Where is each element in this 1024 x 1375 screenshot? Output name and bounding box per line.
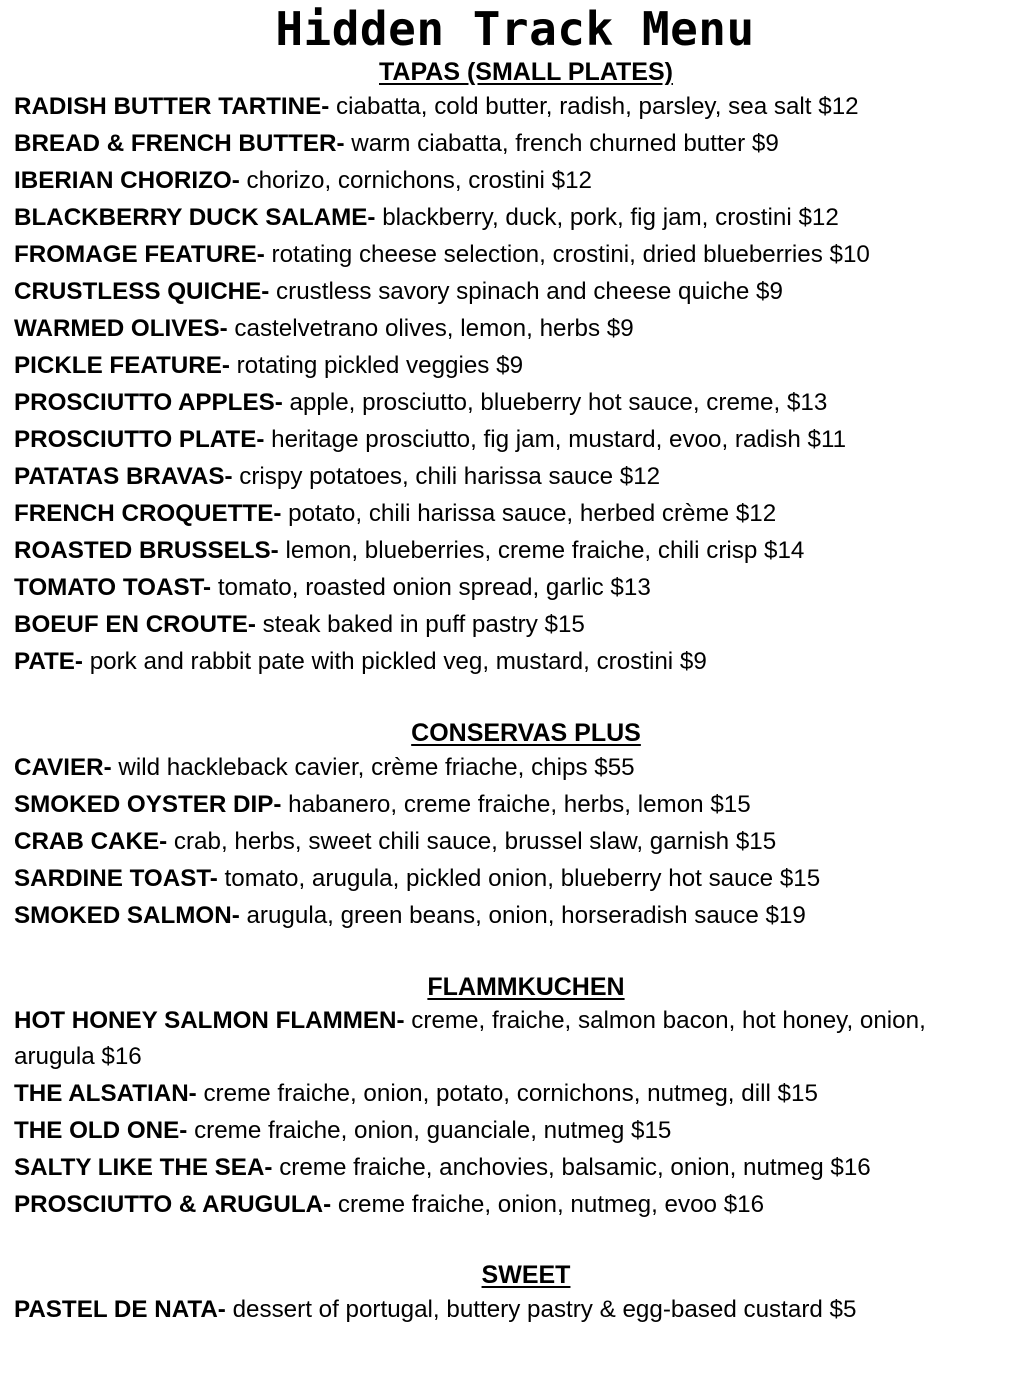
section-spacer bbox=[14, 1223, 1016, 1259]
item-name: FROMAGE FEATURE- bbox=[14, 241, 265, 268]
menu-item bbox=[14, 532, 1016, 569]
menu-item bbox=[14, 1186, 1016, 1223]
item-name: SARDINE TOAST- bbox=[14, 865, 218, 892]
item-name: PROSCIUTTO APPLES- bbox=[14, 389, 283, 416]
item-description: ciabatta, cold butter, radish, parsley, sea salt $12 bbox=[329, 93, 859, 120]
item-name: BREAD & FRENCH BUTTER- bbox=[14, 130, 345, 157]
item-description: apple, prosciutto, blueberry hot sauce, creme, $13 bbox=[282, 389, 828, 416]
item-name: PROSCIUTTO PLATE- bbox=[14, 426, 265, 453]
section-heading: CONSERVAS PLUS bbox=[411, 719, 641, 747]
item-name: ROASTED BRUSSELS- bbox=[14, 537, 279, 564]
menu-item bbox=[14, 495, 1016, 532]
menu-item bbox=[14, 1149, 1016, 1186]
item-description: creme fraiche, onion, guanciale, nutmeg $15 bbox=[187, 1117, 672, 1144]
menu-item bbox=[14, 125, 1016, 162]
menu-item bbox=[14, 1003, 1004, 1075]
menu-item bbox=[14, 88, 1016, 125]
item-description: arugula, green beans, onion, horseradish sauce $19 bbox=[239, 902, 806, 929]
item-description: dessert of portugal, buttery pastry & egg-based custard $5 bbox=[225, 1296, 857, 1323]
menu-item bbox=[14, 786, 1016, 823]
item-description: wild hackleback cavier, crème friache, chips $55 bbox=[111, 754, 635, 781]
menu-item bbox=[14, 1112, 1016, 1149]
item-description: creme fraiche, onion, nutmeg, evoo $16 bbox=[331, 1191, 765, 1218]
item-name: CRAB CAKE- bbox=[14, 828, 168, 855]
item-description: potato, chili harissa sauce, herbed crème $12 bbox=[281, 500, 777, 527]
item-name: CRUSTLESS QUICHE- bbox=[14, 278, 270, 305]
item-description: creme, fraiche, salmon bacon, hot honey, onion, arugula $16 bbox=[14, 1007, 926, 1070]
item-name: BOEUF EN CROUTE- bbox=[14, 611, 256, 638]
item-name: RADISH BUTTER TARTINE- bbox=[14, 93, 330, 120]
item-description: blackberry, duck, pork, fig jam, crostini $12 bbox=[375, 204, 839, 231]
item-name: WARMED OLIVES- bbox=[14, 315, 228, 342]
menu-item bbox=[14, 1291, 1016, 1328]
item-name: PATATAS BRAVAS- bbox=[14, 463, 233, 490]
item-name: HOT HONEY SALMON FLAMMEN- bbox=[14, 1007, 405, 1034]
item-name: SMOKED SALMON- bbox=[14, 902, 240, 929]
section-tapas bbox=[14, 56, 1016, 680]
menu-item bbox=[14, 458, 1016, 495]
menu-item bbox=[14, 273, 1016, 310]
menu-item bbox=[14, 162, 1016, 199]
section-heading: FLAMMKUCHEN bbox=[427, 973, 625, 1001]
item-description: creme fraiche, onion, potato, cornichons, nutmeg, dill $15 bbox=[196, 1080, 818, 1107]
item-name: PASTEL DE NATA- bbox=[14, 1296, 226, 1323]
item-name: PATE- bbox=[14, 648, 83, 675]
item-description: chorizo, cornichons, crostini $12 bbox=[239, 167, 592, 194]
section-spacer bbox=[14, 934, 1016, 971]
item-description: crab, herbs, sweet chili sauce, brussel slaw, garnish $15 bbox=[167, 828, 777, 855]
item-name: TOMATO TOAST- bbox=[14, 574, 212, 601]
item-name: PICKLE FEATURE- bbox=[14, 352, 230, 379]
menu-item bbox=[14, 749, 1016, 786]
menu-item bbox=[14, 421, 1016, 458]
item-description: habanero, creme fraiche, herbs, lemon $15 bbox=[281, 791, 751, 818]
section-heading: SWEET bbox=[481, 1261, 571, 1289]
menu-item bbox=[14, 897, 1016, 934]
item-name: PROSCIUTTO & ARUGULA- bbox=[14, 1191, 332, 1218]
item-name: SALTY LIKE THE SEA- bbox=[14, 1154, 273, 1181]
item-name: SMOKED OYSTER DIP- bbox=[14, 791, 282, 818]
menu-item bbox=[14, 606, 1016, 643]
item-description: tomato, arugula, pickled onion, blueberry hot sauce $15 bbox=[217, 865, 821, 892]
menu-item bbox=[14, 236, 1016, 273]
menu-title: Hidden Track Menu bbox=[275, 2, 755, 56]
item-name: BLACKBERRY DUCK SALAME- bbox=[14, 204, 376, 231]
menu-item bbox=[14, 569, 1016, 606]
item-description: steak baked in puff pastry $15 bbox=[255, 611, 585, 638]
menu-item bbox=[14, 643, 1016, 680]
item-description: warm ciabatta, french churned butter $9 bbox=[344, 130, 779, 157]
item-name: THE ALSATIAN- bbox=[14, 1080, 197, 1107]
item-description: pork and rabbit pate with pickled veg, mustard, crostini $9 bbox=[82, 648, 707, 675]
item-description: rotating pickled veggies $9 bbox=[229, 352, 524, 379]
menu-item bbox=[14, 347, 1016, 384]
item-description: crustless savory spinach and cheese quiche $9 bbox=[269, 278, 783, 305]
item-name: CAVIER- bbox=[14, 754, 112, 781]
section-sweet bbox=[14, 1259, 1016, 1328]
menu-item bbox=[14, 310, 1016, 347]
section-heading: TAPAS (SMALL PLATES) bbox=[379, 58, 673, 86]
item-description: rotating cheese selection, crostini, dried blueberries $10 bbox=[264, 241, 870, 268]
item-name: FRENCH CROQUETTE- bbox=[14, 500, 282, 527]
item-description: tomato, roasted onion spread, garlic $13 bbox=[211, 574, 651, 601]
section-conservas-plus bbox=[14, 717, 1016, 934]
item-name: IBERIAN CHORIZO- bbox=[14, 167, 240, 194]
menu-item bbox=[14, 199, 1016, 236]
menu-item bbox=[14, 384, 1016, 421]
section-spacer bbox=[14, 680, 1016, 717]
menu-item bbox=[14, 1075, 1016, 1112]
item-description: creme fraiche, anchovies, balsamic, onion, nutmeg $16 bbox=[272, 1154, 871, 1181]
section-flammkuchen bbox=[14, 971, 1016, 1223]
menu-item bbox=[14, 860, 1016, 897]
menu-item bbox=[14, 823, 1016, 860]
item-description: castelvetrano olives, lemon, herbs $9 bbox=[227, 315, 634, 342]
item-description: heritage prosciutto, fig jam, mustard, evoo, radish $11 bbox=[264, 426, 847, 453]
item-description: lemon, blueberries, creme fraiche, chili crisp $14 bbox=[278, 537, 805, 564]
item-name: THE OLD ONE- bbox=[14, 1117, 188, 1144]
item-description: crispy potatoes, chili harissa sauce $12 bbox=[232, 463, 661, 490]
